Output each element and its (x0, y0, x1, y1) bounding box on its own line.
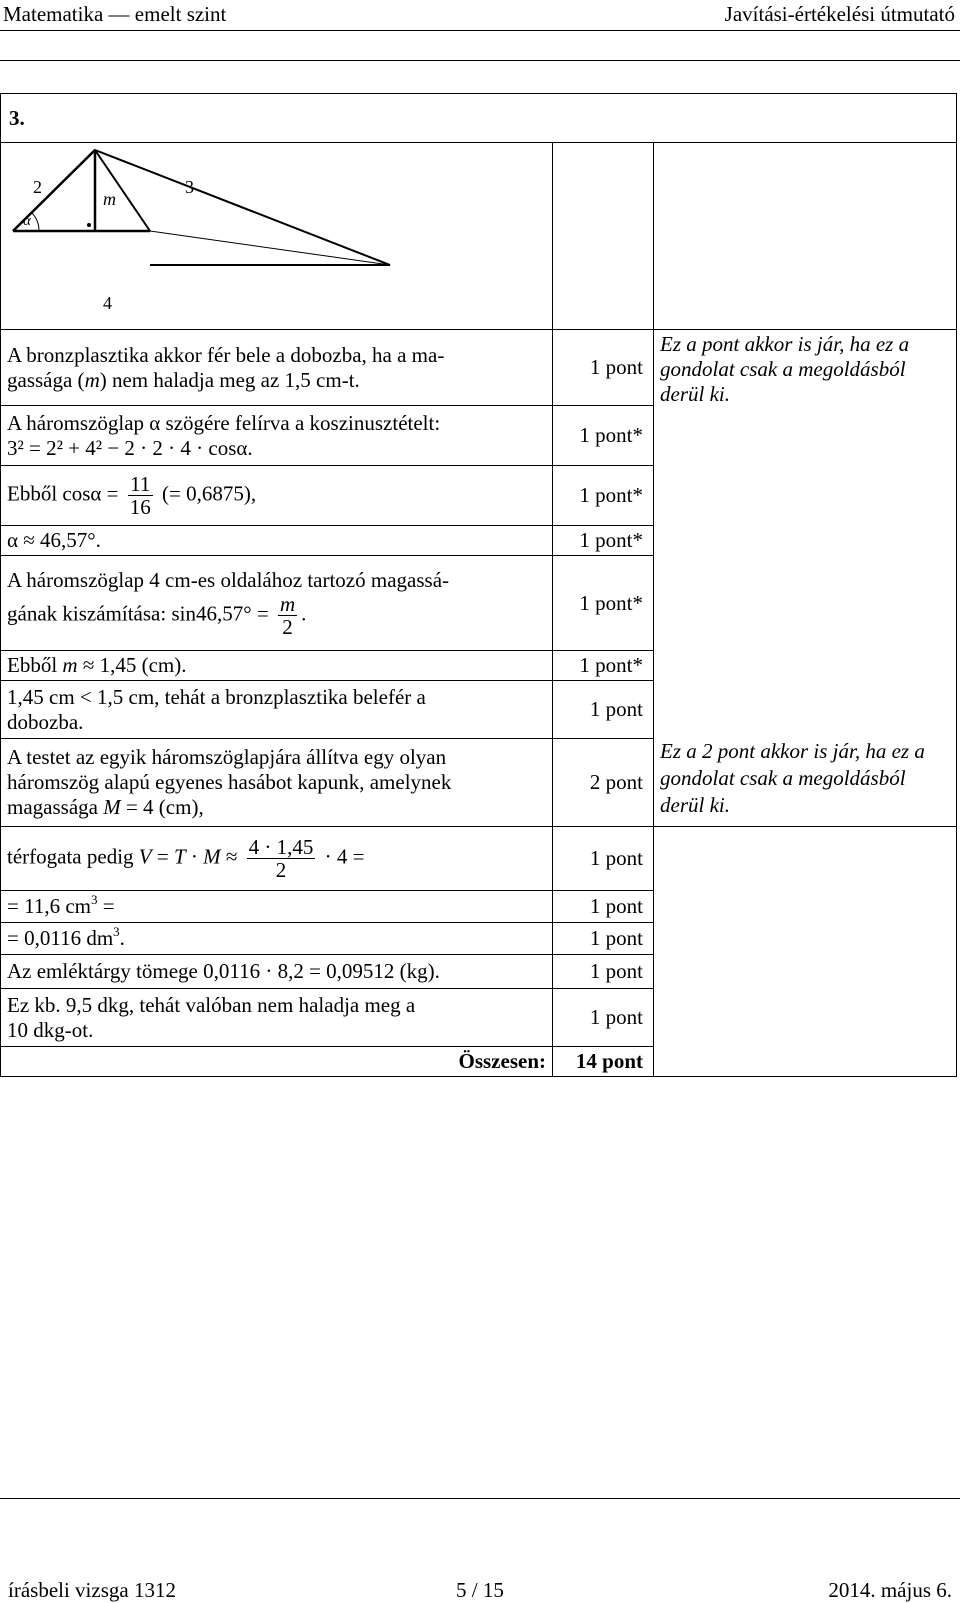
header-right: Javítási-értékelési útmutató (724, 2, 955, 26)
footer-page-number: 5 / 15 (456, 1578, 504, 1602)
side-label-4: 4 (103, 293, 112, 313)
figure-cell (1, 143, 553, 330)
row-13-points: 1 pont (553, 989, 654, 1047)
row-6-points: 1 pont* (553, 651, 654, 681)
angle-label-alpha: α (23, 213, 31, 229)
row-10-points: 1 pont (553, 891, 654, 923)
row-9-points: 1 pont (553, 827, 654, 891)
row-1-text: A bronzplasztika akkor fér bele a dobozba, ha a ma- gassága (m) nem haladja meg az 1,5 cm-t. (1, 330, 553, 406)
row-3-points: 1 pont* (553, 466, 654, 526)
total-points: 14 pont (553, 1047, 654, 1077)
footer-left: írásbeli vizsga 1312 (8, 1578, 176, 1602)
row-12-text: Az emléktárgy tömege 0,0116 · 8,2 = 0,09512 (kg). (1, 955, 553, 989)
header-left: Matematika — emelt szint (3, 2, 227, 26)
side-label-2: 2 (33, 177, 42, 197)
cosine-formula: 3² = 2² + 4² − 2 · 2 · 4 · cosα. (7, 435, 253, 460)
row-3-text: Ebből cosα = $\frac{11}{16}$ (= 0,6875), (1, 466, 553, 526)
fraction-volume: $\frac{4 \cdot 1,45}{2}$ (248, 835, 314, 882)
footer-rule (0, 1498, 960, 1499)
row-7-points: 1 pont (553, 681, 654, 739)
note-first: Ez a pont akkor is jár, ha ez a gondolat csak a megoldásból derül ki. (654, 330, 957, 827)
note-second: Ez a 2 pont akkor is jár, ha ez a gondolat csak a megoldásból derül ki. (660, 739, 925, 817)
fraction-m-2: $\frac{m}{2}$ (279, 592, 296, 639)
triangle-figure (1, 143, 553, 323)
solution-table (0, 93, 957, 1077)
row-8-points: 2 pont (553, 739, 654, 827)
row-12-points: 1 pont (553, 955, 654, 989)
row-2-text: A háromszöglap α szögére felírva a koszinusztételt: 3² = 2² + 4² − 2 · 2 · 4 · cosα. (1, 406, 553, 466)
footer-date: 2014. május 6. (828, 1578, 952, 1602)
header-rule (0, 30, 960, 31)
height-label-m: m (103, 189, 116, 209)
row-6-text: Ebből m ≈ 1,45 (cm). (1, 651, 553, 681)
row-4-text: α ≈ 46,57°. (1, 526, 553, 556)
fraction-11-16: $\frac{11}{16}$ (129, 472, 151, 519)
row-10-text: = 11,6 $cm^3$ = (1, 891, 553, 923)
problem-number: 3. (1, 94, 957, 143)
row-11-text: = 0,0116 $dm^3$. (1, 923, 553, 955)
row-2-points: 1 pont* (553, 406, 654, 466)
row-11-points: 1 pont (553, 923, 654, 955)
note-second-spacer (654, 827, 957, 1077)
row-4-points: 1 pont* (553, 526, 654, 556)
row-7-text: 1,45 cm < 1,5 cm, tehát a bronzplasztika belefér a dobozba. (1, 681, 553, 739)
row-13-text: Ez kb. 9,5 dkg, tehát valóban nem haladja meg a 10 dkg-ot. (1, 989, 553, 1047)
header-rule-2 (0, 60, 960, 61)
total-label: Összesen: (1, 1047, 553, 1077)
row-9-text: térfogata pedig V = T · M ≈ $\frac{4 \cdot 1,45}{2}$ · 4 = (1, 827, 553, 891)
row-5-text: A háromszöglap 4 cm-es oldalához tartozó magassá- gának kiszámítása: sin46,57° = $\frac{m}{2}$ . (1, 556, 553, 651)
row-8-text: A testet az egyik háromszöglapjára állítva egy olyan háromszög alapú egyenes hasábot kapunk, amelynek magassága M = 4 (cm), (1, 739, 553, 827)
row-1-points: 1 pont (553, 330, 654, 406)
side-label-3: 3 (185, 177, 194, 197)
row-5-points: 1 pont* (553, 556, 654, 651)
